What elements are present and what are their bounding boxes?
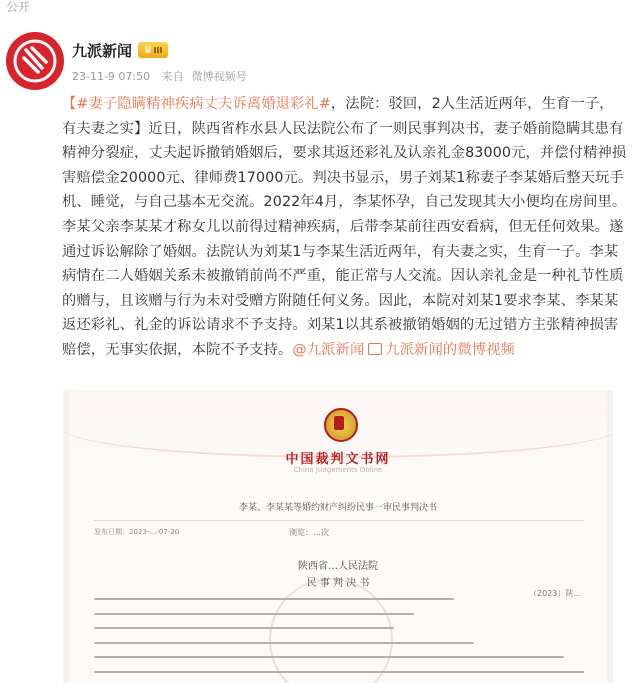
video-link[interactable]: 九派新闻的微博视频 <box>385 341 515 358</box>
post-image[interactable] <box>63 390 613 683</box>
hashtag-link[interactable]: 【#妻子隐瞒精神疾病丈夫诉离婚退彩礼# <box>62 96 331 112</box>
court-heading <box>69 558 607 592</box>
post-timestamp[interactable]: 23-11-9 07:50 <box>72 70 151 83</box>
site-name-en: China Judgements Online <box>293 466 383 474</box>
mention-link[interactable]: @九派新闻 <box>292 341 365 358</box>
visibility-label: 公开 <box>6 0 31 14</box>
views-label: 浏览： <box>289 528 313 537</box>
top-bar <box>0 0 640 19</box>
view-info <box>289 527 329 538</box>
judgement-document <box>69 390 607 683</box>
video-icon <box>368 343 382 355</box>
logo-icon <box>12 38 58 84</box>
national-emblem-icon <box>324 408 358 442</box>
text-line <box>94 642 474 644</box>
publish-info <box>94 526 179 538</box>
post-body: ，法院：驳回，2人生活近两年，生育一子，有夫妻之实】近日，陕西省柞水县人民法院公布了一则民事判决书，妻子婚前隐瞒其患有精神分裂症，丈夫起诉撤销婚姻后，要求其返还彩礼及认亲礼金83000元，并偿付精神损害赔偿金20000元、律师费17000元。判决书显示，男子刘某1称妻子李某婚后整天玩手机、睡觉，与自己基本无交流。2022年4月，李某怀孕，自己发现其大小便均在房间里。李某父亲李某某才称女儿以前得过精神疾病，后带李某前往西安看病，但无任何效果。遂通过诉讼解除了婚姻。法院认为刘某1与李某生活近两年，有夫妻之实，生育一子。李某病情在二人婚姻关系未被撤销前尚不严重，能正常与人交流。因认亲礼金是一种礼节性质的赠与，且该赠与行为未对受赠方附随任何义务。因此，本院对刘某1要求李某、李某某返还彩礼、礼金的诉讼请求不予支持。刘某1以其系被撤销婚姻的无过错方主张精神损害赔偿，无事实依据，本院不予支持。 <box>62 96 627 358</box>
member-badge[interactable] <box>138 42 168 58</box>
text-line <box>94 598 454 600</box>
author-name[interactable]: 九派新闻 <box>72 42 133 60</box>
site-name: 中国裁判文书网 <box>285 452 391 467</box>
avatar[interactable] <box>6 32 64 90</box>
source-prefix: 来自 <box>161 70 184 83</box>
case-number: （2023）陕… <box>529 589 582 598</box>
post-text <box>62 92 628 363</box>
case-title: 李某、李某某等婚约财产纠纷民事一审民事判决书 <box>238 503 437 513</box>
divider <box>94 520 584 521</box>
post-source[interactable]: 微博视频号 <box>191 70 247 83</box>
crown-icon: ♛ <box>143 44 153 56</box>
text-line <box>94 627 394 629</box>
court-name: 陕西省…人民法院 <box>298 561 378 572</box>
text-line <box>94 613 414 615</box>
badge-level: III <box>153 45 163 55</box>
publish-label: 发布日期： <box>94 528 129 536</box>
views-count: …次 <box>313 528 329 537</box>
document-type: 民 事 判 决 书 <box>306 578 370 589</box>
text-line <box>94 671 584 673</box>
publish-date: 2023-…-07-20 <box>129 528 180 536</box>
text-line <box>94 656 564 658</box>
post-meta <box>72 68 255 84</box>
document-body-text <box>94 598 584 683</box>
document-header <box>69 390 607 482</box>
weibo-post-card <box>0 18 640 683</box>
